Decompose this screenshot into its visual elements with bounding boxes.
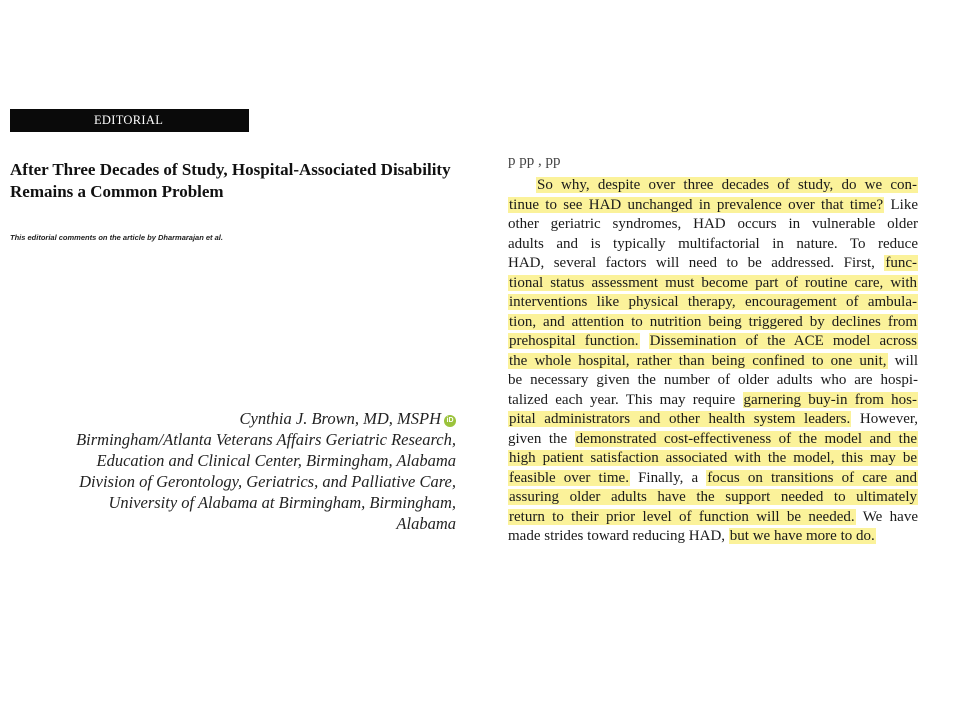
plain-text: other geriatric syndromes, HAD occurs in vulnerable older	[508, 216, 918, 232]
highlighted-text: tion, and attention to nutrition being triggered by declines from	[509, 313, 917, 330]
highlighted-text: func-	[885, 255, 917, 271]
affiliation-line: Education and Clinical Center, Birmingham, Alabama	[96, 451, 456, 470]
highlighted-text: assuring older adults have the support needed to ultimately	[509, 489, 917, 505]
affiliation-line: Division of Gerontology, Geriatrics, and Palliative Care,	[79, 472, 456, 491]
excerpt-line	[508, 391, 918, 411]
highlighted-text: the whole hospital, rather than being confined to one unit,	[509, 352, 887, 369]
highlighted-text: prehospital function.	[509, 333, 639, 349]
plain-text: Like	[884, 196, 918, 213]
plain-text: Finally, a	[629, 469, 707, 486]
highlighted-text: focus on transitions of care and	[707, 469, 917, 486]
highlighted-text: pital administrators and other health system leaders.	[509, 411, 851, 427]
plain-text: given the	[508, 430, 575, 447]
excerpt-line	[508, 430, 918, 450]
title-line-1: After Three Decades of Study, Hospital-Associated Disability	[10, 160, 451, 179]
plain-text: will	[887, 352, 918, 369]
excerpt-line	[508, 254, 918, 274]
author-block	[16, 408, 456, 534]
plain-text: HAD, several factors will need to be addressed. First,	[508, 255, 885, 271]
section-label: EDITORIAL	[94, 113, 164, 127]
highlighted-text: garnering buy-in from hos-	[743, 391, 917, 408]
highlighted-excerpt	[508, 153, 918, 547]
highlighted-text: Dissemination of the ACE model across	[649, 333, 917, 349]
plain-text: We have	[855, 508, 918, 525]
excerpt-line	[508, 293, 918, 313]
orcid-icon[interactable]: iD	[444, 415, 456, 427]
highlighted-text: demonstrated cost-effectiveness of the model and the	[575, 430, 917, 447]
excerpt-line	[508, 235, 918, 255]
excerpt-line	[508, 332, 918, 352]
excerpt-line	[508, 469, 918, 489]
affiliation-line: University of Alabama at Birmingham, Birmingham,	[108, 493, 456, 512]
cropped-text: p pp , pp	[508, 153, 561, 169]
excerpt-line	[508, 488, 918, 508]
highlighted-text: but we have more to do.	[729, 528, 875, 544]
cropped-previous-line	[508, 153, 918, 172]
excerpt-line	[508, 196, 918, 216]
highlighted-text: high patient satisfaction associated with the model, this may be	[509, 450, 917, 466]
excerpt-line	[508, 449, 918, 469]
highlighted-text: tional status assessment must become part of routine care, with	[509, 274, 917, 291]
excerpt-body	[508, 176, 918, 547]
plain-text: talized each year. This may require	[508, 391, 743, 408]
left-panel	[10, 0, 480, 720]
section-banner	[10, 109, 249, 132]
highlighted-text: tinue to see HAD unchanged in prevalence over that time?	[509, 196, 884, 213]
excerpt-line	[508, 527, 918, 547]
excerpt-line	[508, 313, 918, 333]
highlighted-text: interventions like physical therapy, encouragement of ambula-	[509, 294, 917, 310]
highlighted-text: feasible over time.	[509, 469, 629, 486]
excerpt-line	[508, 508, 918, 528]
author-line	[16, 408, 456, 429]
excerpt-line	[508, 215, 918, 235]
comment-note: This editorial comments on the article by Dharmarajan et al.	[10, 233, 223, 242]
article-title	[10, 159, 480, 203]
excerpt-line	[508, 410, 918, 430]
title-line-2: Remains a Common Problem	[10, 182, 224, 201]
excerpt-line	[508, 274, 918, 294]
highlighted-text: So why, despite over three decades of study, do we con-	[537, 177, 917, 193]
plain-text	[640, 333, 649, 349]
plain-text: adults and is typically multifactorial in nature. To reduce	[508, 235, 918, 252]
excerpt-line	[508, 176, 918, 196]
plain-text: However,	[851, 411, 918, 427]
plain-text: made strides toward reducing HAD,	[508, 528, 729, 544]
author-name: Cynthia J. Brown, MD, MSPH	[239, 409, 441, 428]
excerpt-line	[508, 371, 918, 391]
affiliation-line: Birmingham/Atlanta Veterans Affairs Geriatric Research,	[76, 430, 456, 449]
affiliation-line: Alabama	[396, 514, 456, 533]
highlighted-text: return to their prior level of function will be needed.	[509, 508, 855, 525]
excerpt-line	[508, 352, 918, 372]
plain-text: be necessary given the number of older adults who are hospi-	[508, 372, 918, 388]
